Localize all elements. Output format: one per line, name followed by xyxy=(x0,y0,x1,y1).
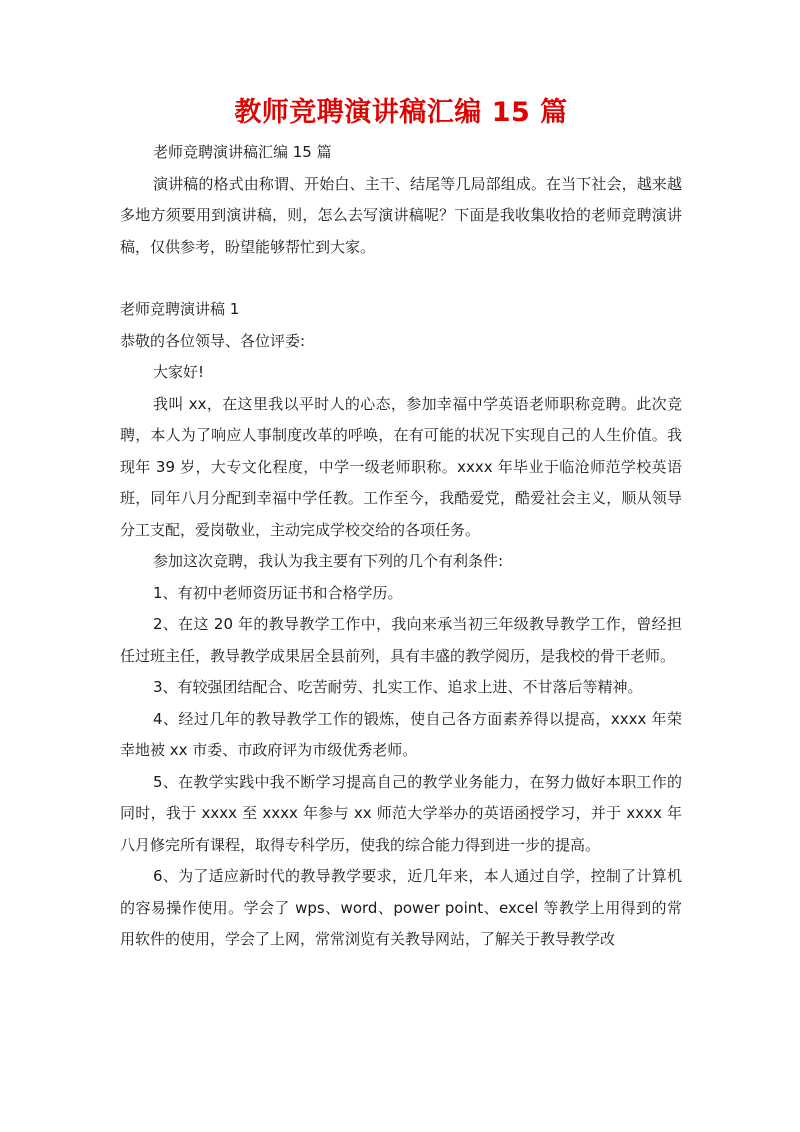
body-paragraph: 我叫 xx，在这里我以平时人的心态，参加幸福中学英语老师职称竞聘。此次竞聘，本人为了响应人事制度改革的呼唤，在有可能的状况下实现自己的人生价值。我现年 39 岁，大专文化程度，中学一级老师职称。xxxx 年毕业于临沧师范学校英语班，同年八月分配到幸福中学任教。工作至今，我酷爱党，酷爱社会主义，顺从领导分工支配，爱岗敬业，主动完成学校交给的各项任务。 xyxy=(120,394,682,539)
list-item: 4、经过几年的教导教学工作的锻炼，使自己各方面素养得以提高，xxxx 年荣幸地被 xx 市委、市政府评为市级优秀老师。 xyxy=(120,709,682,759)
document-body xyxy=(120,137,682,956)
list-item: 5、在教学实践中我不断学习提高自己的教学业务能力，在努力做好本职工作的同时，我于 xxxx 至 xxxx 年参与 xx 师范大学举办的英语函授学习，并于 xxxx 年八月修完所有课程，取得专科学历，使我的综合能力得到进一步的提高。 xyxy=(120,772,682,854)
list-item: 6、为了适应新时代的教导教学要求，近几年来，本人通过自学，控制了计算机的容易操作使用。学会了 wps、word、power point、excel 等教学上用得到的常用软件的使用，学会了上网，常常浏览有关教导网站，了解关于教导教学改 xyxy=(120,867,682,948)
paragraph-gap xyxy=(120,263,682,294)
greeting: 大家好! xyxy=(153,363,205,381)
intro-paragraph: 演讲稿的格式由称谓、开始白、主干、结尾等几局部组成。在当下社会，越来越多地方须要用到演讲稿，则，怎么去写演讲稿呢？下面是我收集收拾的老师竞聘演讲稿，仅供参考，盼望能够帮忙到大家。 xyxy=(120,174,682,256)
salutation: 恭敬的各位领导、各位评委: xyxy=(120,331,306,350)
list-item: 1、有初中老师资历证书和合格学历。 xyxy=(153,583,403,602)
subtitle: 老师竞聘演讲稿汇编 15 篇 xyxy=(153,143,332,161)
body-paragraph: 参加这次竞聘，我认为我主要有下列的几个有利条件: xyxy=(153,552,504,570)
section-heading: 老师竞聘演讲稿 1 xyxy=(120,300,240,318)
list-item: 3、有较强团结配合、吃苦耐劳、扎实工作、追求上进、不甘落后等精神。 xyxy=(153,678,643,696)
document-title: 教师竞聘演讲稿汇编 15 篇 xyxy=(234,97,568,128)
list-item: 2、在这 20 年的教导教学工作中，我向来承当初三年级教导教学工作，曾经担任过班主任，教导教学成果居全县前列，具有丰盛的教学阅历，是我校的骨干老师。 xyxy=(120,615,682,665)
